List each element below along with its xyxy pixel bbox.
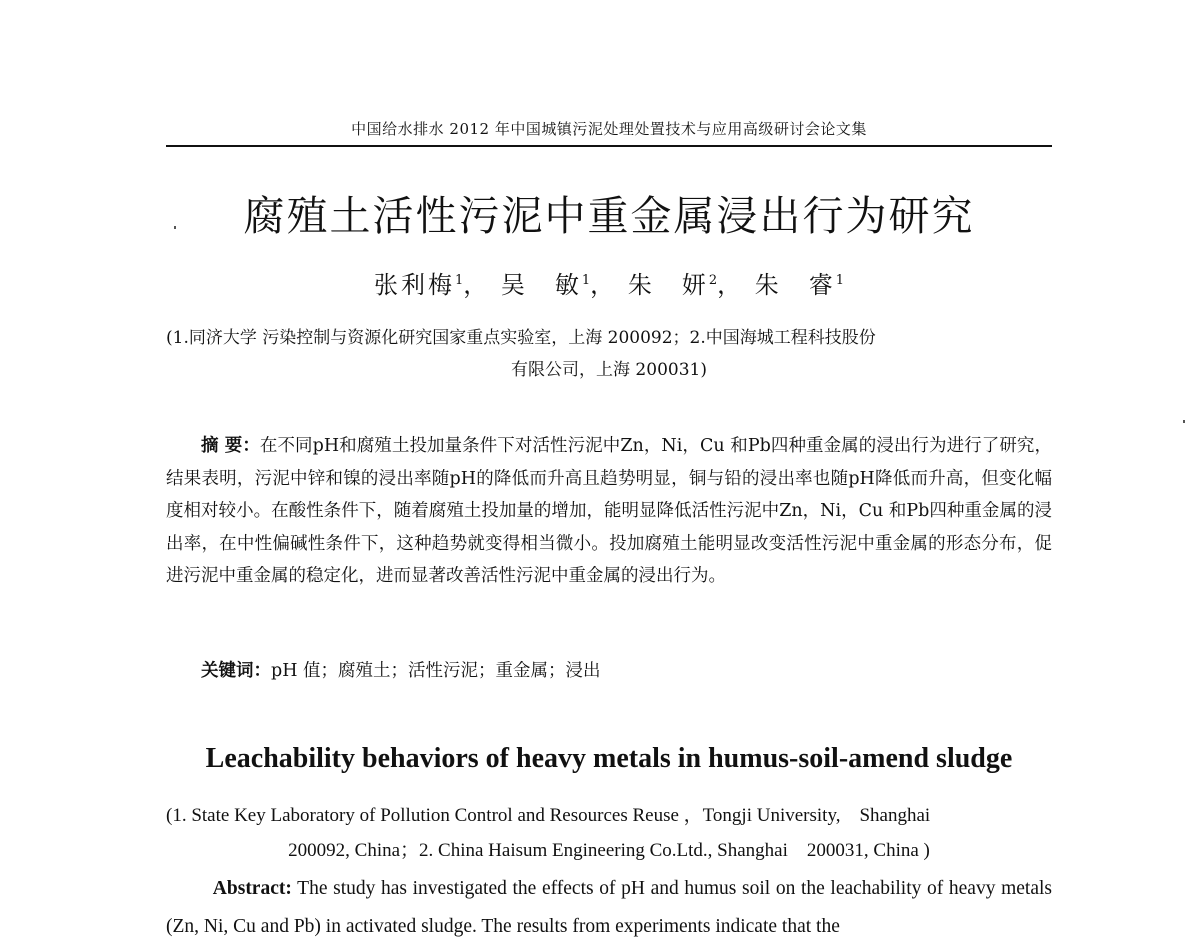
keywords-zh-text: pH 值；腐殖土；活性污泥；重金属；浸出 (271, 661, 601, 681)
author-name: 吴 敏 (500, 271, 582, 299)
abstract-zh (166, 430, 1052, 593)
author-name: 张利梅 (373, 271, 455, 299)
author-affil-mark: 1 (581, 273, 591, 288)
author-separator: ， (590, 271, 618, 299)
keywords-zh-label: 关键词： (201, 661, 271, 681)
header-rule (166, 145, 1052, 147)
affiliation-en (166, 798, 1052, 868)
affiliation-en-line1: (1. State Key Laboratory of Pollution Control and Resources Reuse ，Tongji University, Shanghai (166, 805, 931, 826)
author-affil-mark: 1 (835, 273, 845, 288)
author-affil-mark: 1 (454, 273, 464, 288)
abstract-zh-label: 摘 要： (201, 436, 260, 456)
author-name: 朱 妍 (627, 271, 709, 299)
paper-title-en: Leachability behaviors of heavy metals in humus-soil-amend sludge (205, 743, 1013, 774)
running-header: 中国给水排水 2012 年中国城镇污泥处理处置技术与应用高级研讨会论文集 (351, 120, 867, 138)
affiliation-en-line2: 200092, China；2. China Haisum Engineering Co.Ltd., Shanghai 200031, China ) (288, 840, 930, 861)
abstract-en (166, 870, 1052, 946)
author-name: 朱 睿 (754, 271, 836, 299)
author-separator: ， (717, 271, 745, 299)
affiliation-zh (166, 322, 1052, 386)
keywords-zh (166, 656, 1052, 686)
author-affil-mark: 2 (708, 273, 718, 288)
author-separator: ， (463, 271, 491, 299)
scan-speck (1183, 420, 1185, 423)
author-list-zh (166, 265, 1052, 300)
abstract-en-text: The study has investigated the effects of pH and humus soil on the leachability of heavy metals (Zn, Ni, Cu and Pb) in activated sludge. The results from experiments indicate that the (166, 878, 1052, 937)
scan-speck (174, 226, 176, 229)
affiliation-zh-line2: 有限公司，上海 200031) (511, 360, 707, 380)
abstract-en-label: Abstract: (212, 878, 292, 899)
affiliation-zh-line1: (1.同济大学 污染控制与资源化研究国家重点实验室，上海 200092；2.中国海城工程科技股份 (166, 328, 876, 348)
paper-title-zh: 腐殖土活性污泥中重金属浸出行为研究 (243, 192, 975, 240)
abstract-zh-text: 在不同pH和腐殖土投加量条件下对活性污泥中Zn，Ni，Cu 和Pb四种重金属的浸出行为进行了研究，结果表明，污泥中锌和镍的浸出率随pH的降低而升高且趋势明显，铜与铅的浸出率也随pH降低而升高，但变化幅度相对较小。在酸性条件下，随着腐殖土投加量的增加，能明显降低活性污泥中Zn，Ni，Cu 和Pb四种重金属的浸出率，在中性偏碱性条件下，这种趋势就变得相当微小。投加腐殖土能明显改变活性污泥中重金属的形态分布，促进污泥中重金属的稳定化，进而显著改善活性污泥中重金属的浸出行为。 (166, 436, 1052, 586)
